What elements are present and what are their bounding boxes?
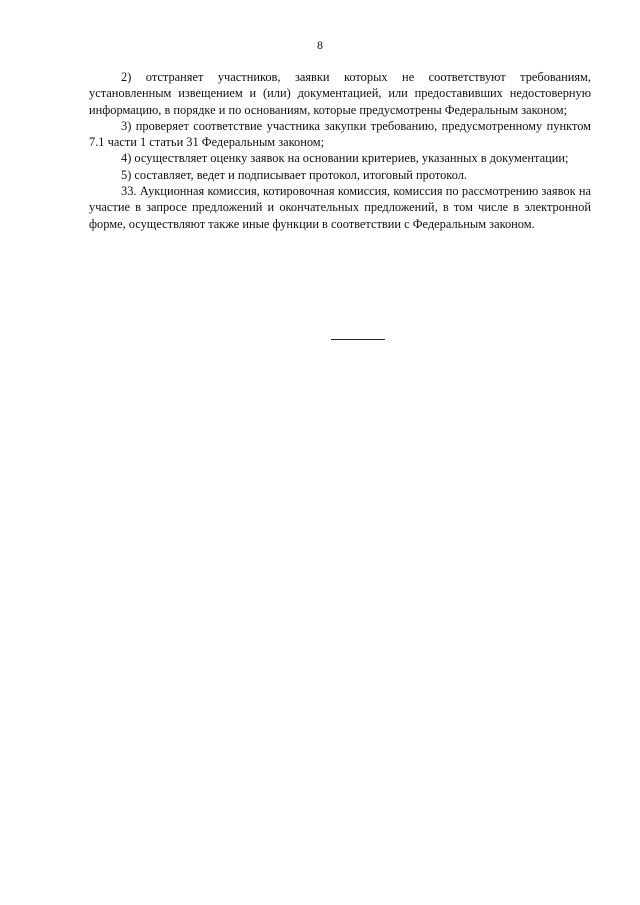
closing-divider: [331, 339, 385, 340]
paragraph-item-3: 3) проверяет соответствие участника закупки требованию, предусмотренному пунктом 7.1 части 1 статьи 31 Федеральным законом;: [89, 118, 591, 150]
paragraph-item-5: 5) составляет, ведет и подписывает протокол, итоговый протокол.: [121, 167, 468, 182]
page-number: 8: [317, 38, 323, 52]
paragraph-item-4: 4) осуществляет оценку заявок на основании критериев, указанных в документации;: [121, 151, 569, 166]
paragraph-clause-33: 33. Аукционная комиссия, котировочная комиссия, комиссия по рассмотрению заявок на участие в запросе предложений и окончательных предложений, в том числе в электронной форме, осуществляют также иные функции в соответствии с Федеральным законом.: [89, 184, 591, 231]
body-text: [89, 69, 591, 232]
paragraph-item-2: 2) отстраняет участников, заявки которых не соответствуют требованиям, установленным извещением и (или) документацией, или предоставивших недостоверную информацию, в порядке и по основаниям, которые предусмотрены Федеральным законом;: [89, 70, 591, 117]
